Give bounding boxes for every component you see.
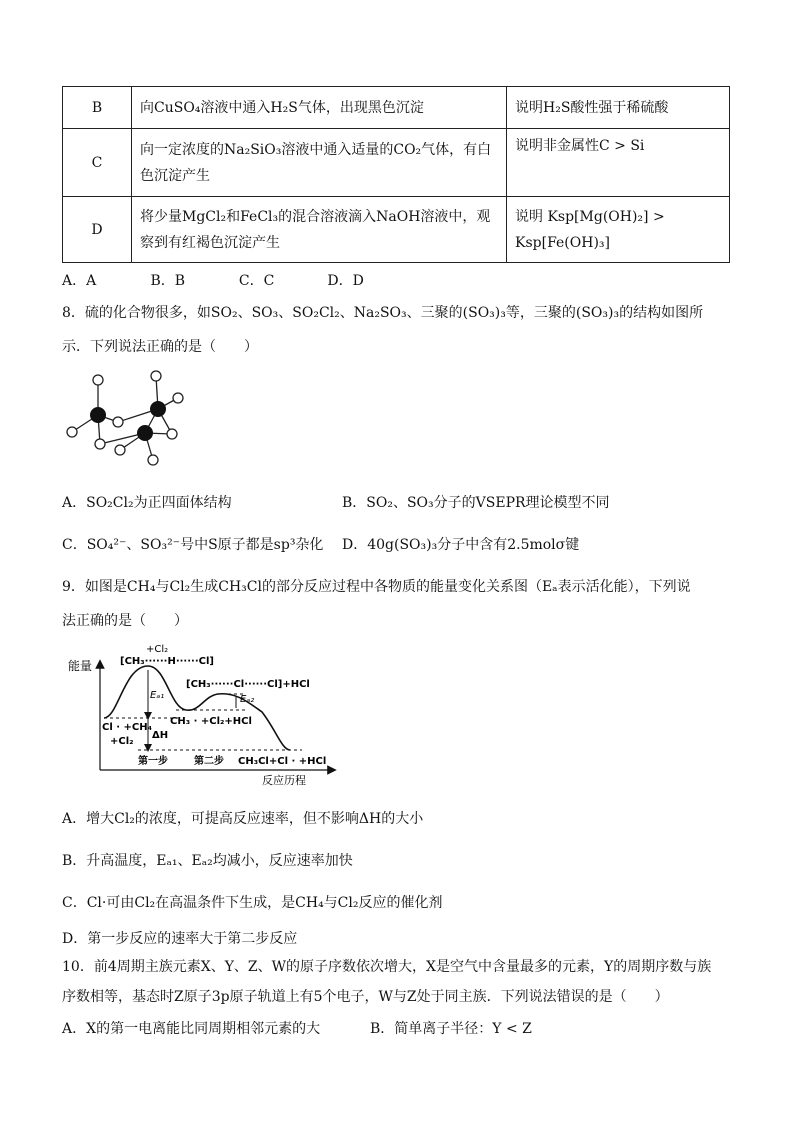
q10-option-a[interactable]: A．X的第一电离能比同周期相邻元素的大	[62, 1021, 321, 1037]
ts1-reagent-label: +Cl₂	[146, 644, 169, 655]
x-axis-label: 反应历程	[262, 774, 306, 787]
q8-option-b[interactable]: B．SO₂、SO₃分子的VSEPR理论模型不同	[342, 495, 610, 511]
option-key: B	[63, 87, 132, 129]
answer-choice[interactable]: B．B	[150, 273, 186, 289]
q7-options-table	[62, 86, 730, 263]
transition-state-2: [CH₃······Cl······Cl]+HCl	[186, 679, 310, 690]
conclusion-cell: 说明非金属性C > Si	[507, 129, 730, 197]
reactant-label-2: +Cl₂	[110, 736, 134, 747]
option-key: D	[63, 197, 132, 263]
delta-h-label: ΔH	[152, 730, 169, 741]
answer-choice[interactable]: C．C	[238, 273, 275, 289]
energy-profile-diagram	[66, 638, 366, 788]
y-axis-label: 能量	[68, 659, 93, 673]
q8-option-c[interactable]: C．SO₄²⁻、SO₃²⁻号中S原子都是sp³杂化	[62, 537, 324, 553]
q10-option-b[interactable]: B．简单离子半径：Y < Z	[370, 1021, 532, 1037]
table-row	[63, 87, 730, 129]
answer-choice[interactable]: D．D	[327, 273, 364, 289]
step2-label: 第二步	[194, 756, 224, 767]
answer-choice[interactable]: A．A	[62, 273, 97, 289]
experiment-cell: 向CuSO₄溶液中通入H₂S气体，出现黑色沉淀	[132, 87, 507, 129]
so3-trimer-structure	[60, 362, 200, 472]
q9-option-d[interactable]: D．第一步反应的速率大于第二步反应	[62, 931, 298, 947]
q8-stem-line2: 示．下列说法正确的是（ ）	[62, 339, 258, 355]
q8-stem-line1: 8．硫的化合物很多，如SO₂、SO₃、SO₂Cl₂、Na₂SO₃、三聚的(SO₃)₃等，三聚的(SO₃)₃的结构如图所	[62, 305, 704, 321]
q10-stem-line1: 10．前4周期主族元素X、Y、Z、W的原子序数依次增大，X是空气中含量最多的元素，Y的周期序数与族	[62, 959, 712, 975]
conclusion-cell: 说明 Ksp[Mg(OH)₂] > Ksp[Fe(OH)₃]	[507, 197, 730, 263]
ea2-label: Eₐ₂	[240, 694, 255, 705]
q7-answer-choices	[62, 270, 411, 290]
q9-stem-line2: 法正确的是（ ）	[62, 613, 188, 629]
q8-option-d[interactable]: D．40g(SO₃)₃分子中含有2.5molσ键	[342, 537, 580, 553]
reactant-label: Cl · +CH₄	[102, 722, 152, 733]
q10-stem-line2: 序数相等，基态时Z原子3p原子轨道上有5个电子，W与Z处于同主族．下列说法错误的是（ ）	[62, 989, 669, 1005]
table-row	[63, 129, 730, 197]
q8-option-a[interactable]: A．SO₂Cl₂为正四面体结构	[62, 495, 232, 511]
q9-option-c[interactable]: C．Cl·可由Cl₂在高温条件下生成，是CH₄与Cl₂反应的催化剂	[62, 895, 443, 911]
table-row	[63, 197, 730, 263]
intermediate-label: CH₃ · +Cl₂+HCl	[170, 716, 252, 727]
ea1-label: Eₐ₁	[150, 690, 165, 701]
experiment-cell: 向一定浓度的Na₂SiO₃溶液中通入适量的CO₂气体，有白色沉淀产生	[132, 129, 507, 197]
option-key: C	[63, 129, 132, 197]
product-label: CH₃Cl+Cl · +HCl	[238, 756, 327, 767]
conclusion-cell: 说明H₂S酸性强于稀硫酸	[507, 87, 730, 129]
q9-option-a[interactable]: A．增大Cl₂的浓度，可提高反应速率，但不影响ΔH的大小	[62, 811, 424, 827]
q9-option-b[interactable]: B．升高温度，Eₐ₁、Eₐ₂均减小，反应速率加快	[62, 853, 353, 869]
transition-state-1: [CH₃······H······Cl]	[120, 656, 214, 667]
experiment-cell: 将少量MgCl₂和FeCl₃的混合溶液滴入NaOH溶液中，观察到有红褐色沉淀产生	[132, 197, 507, 263]
q9-stem-line1: 9．如图是CH₄与Cl₂生成CH₃Cl的部分反应过程中各物质的能量变化关系图（Eₐ表示活化能），下列说	[62, 579, 691, 595]
step1-label: 第一步	[138, 756, 168, 767]
